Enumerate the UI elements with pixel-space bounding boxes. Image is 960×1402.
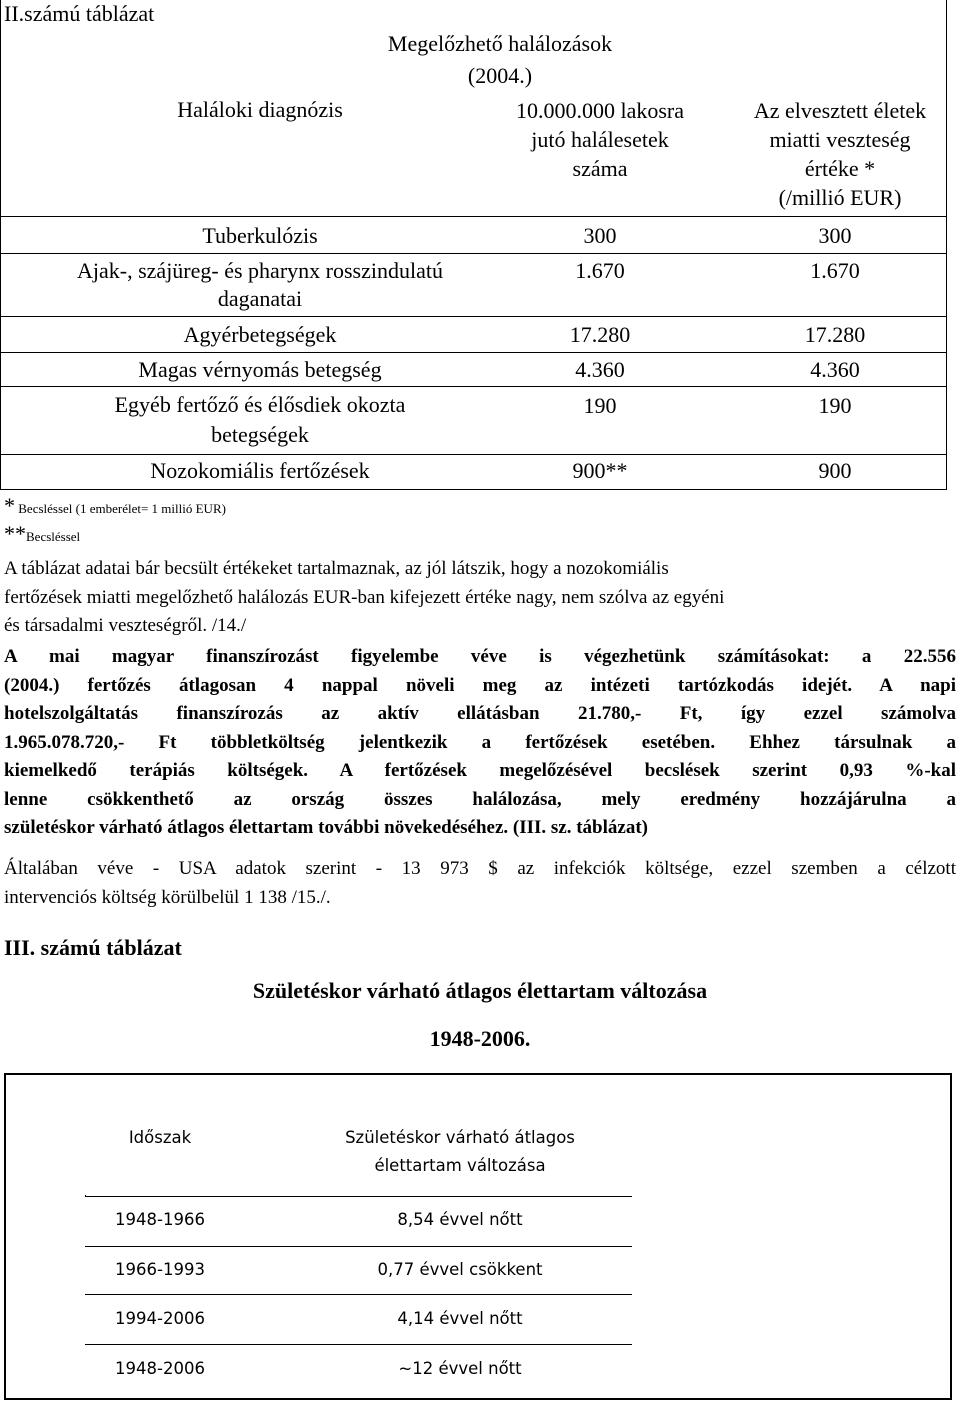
header-change-line: élettartam változása — [374, 1156, 546, 1175]
table2-rule — [0, 386, 947, 387]
table2-row-loss: 300 — [818, 223, 852, 248]
table2-row-count: 190 — [583, 393, 617, 418]
table3-rule — [85, 1344, 632, 1345]
table2-row-count: 300 — [583, 223, 617, 248]
table3-border — [4, 1073, 952, 1075]
header-count-line: 10.000.000 lakosra — [515, 98, 685, 123]
table3-cell-change: ~12 évvel nőtt — [398, 1359, 522, 1378]
table2-row-label: Ajak-, szájüreg- és pharynx rosszindulatú — [77, 258, 443, 283]
table3-cell-period: 1966-1993 — [115, 1260, 205, 1279]
paragraph-line: (2004.) fertőzés átlagosan 4 nappal növeli meg az intézeti tartózkodás idejét. A napi — [4, 674, 956, 696]
paragraph-line: és társadalmi veszteségről. /14./ — [4, 615, 247, 636]
table2-row-count: 4.360 — [575, 357, 625, 382]
table2-footnote-1 — [4, 493, 226, 518]
table3-header-change — [290, 1124, 630, 1180]
table2-header-diagnosis: Haláloki diagnózis — [177, 97, 343, 122]
table3-title: Születéskor várható átlagos élettartam változása — [252, 978, 708, 1003]
table2-row-label: Egyéb fertőző és élősdiek okozta — [114, 392, 406, 417]
table2-row-count: 17.280 — [569, 322, 631, 347]
table2-row-label: Magas vérnyomás betegség — [138, 357, 382, 382]
table2-year: (2004.) — [467, 63, 533, 88]
table2-row-loss: 900 — [818, 458, 852, 483]
header-loss-line: értéke * — [804, 156, 876, 181]
table3-border — [4, 1073, 6, 1400]
header-loss-line: Az elvesztett életek — [753, 98, 927, 123]
paragraph-line: kiemelkedő terápiás költségek. A fertőzések megelőzésével becslések szerint 0,93 %-kal — [4, 760, 956, 781]
header-count-line: jutó halálesetek — [531, 127, 669, 152]
table2-row-loss: 1.670 — [810, 258, 860, 283]
table3-years: 1948-2006. — [429, 1026, 531, 1051]
table2-row-label-cont: betegségek — [211, 422, 309, 447]
table2-row-loss: 17.280 — [804, 322, 866, 347]
header-loss-line: miatti veszteség — [769, 127, 911, 152]
table2-row-label-cont: daganatai — [217, 286, 303, 311]
table2-rule — [0, 216, 947, 217]
paragraph-line: fertőzések miatti megelőzhető halálozás EUR-ban kifejezett értéke nagy, nem szólva az egyéni — [4, 586, 725, 608]
table2-header-loss-value — [720, 96, 960, 212]
table2-row-count: 1.670 — [575, 258, 625, 283]
paragraph-3 — [4, 855, 956, 912]
header-count-line: száma — [572, 156, 628, 181]
table2-title: Megelőzhető halálozások — [387, 31, 613, 56]
table2-rule — [0, 489, 947, 490]
paragraph-line: Általában véve - USA adatok szerint - 13 973 $ az infekciók költsége, ezzel szemben a célzott — [4, 858, 956, 879]
table2-row-count: 900** — [572, 458, 628, 483]
table3-cell-period: 1948-2006 — [115, 1359, 205, 1378]
paragraph-line: A táblázat adatai bár becsült értékeket tartalmaznak, az jól látszik, hogy a nozokomiális — [4, 558, 669, 579]
table2-border — [0, 0, 1, 489]
table3-cell-change: 8,54 évvel nőtt — [397, 1210, 523, 1229]
footnote-mark: * — [4, 493, 15, 518]
paragraph-2 — [4, 643, 956, 843]
paragraph-line: 1.965.078.720,- Ft többletköltség jelentkezik a fertőzések esetében. Ehhez társulnak a — [4, 731, 956, 753]
table3-label: III. számú táblázat — [4, 935, 182, 960]
table2-rule — [0, 454, 947, 455]
table2-row-label: Agyérbetegségek — [183, 322, 337, 347]
footnote-mark: ** — [4, 521, 26, 546]
paragraph-1 — [4, 555, 956, 641]
table3-cell-change: 0,77 évvel csökkent — [377, 1260, 543, 1279]
table3-cell-period: 1948-1966 — [115, 1210, 205, 1229]
header-loss-line: (/millió EUR) — [778, 185, 902, 210]
table3-rule — [85, 1294, 632, 1295]
table2-row-loss: 190 — [818, 393, 852, 418]
paragraph-line: intervenciós költség körülbelül 1 138 /15./. — [4, 886, 331, 908]
table3-border — [950, 1073, 952, 1400]
table2-rule — [0, 316, 947, 317]
paragraph-line: lenne csökkenthető az ország összes halálozása, mely eredmény hozzájárulna a — [4, 788, 956, 810]
table2-row-label: Nozokomiális fertőzések — [150, 458, 370, 483]
table3-rule — [85, 1196, 632, 1197]
page-title: II.számú táblázat — [4, 1, 155, 26]
table2-header-death-count — [480, 96, 720, 183]
table3-border — [4, 1398, 952, 1400]
table2-footnote-2 — [4, 521, 81, 546]
table2-row-loss: 4.360 — [810, 357, 860, 382]
paragraph-line: A mai magyar finanszírozást figyelembe véve is végezhetünk számításokat: a 22.556 — [4, 646, 956, 667]
table2-rule — [0, 352, 947, 353]
header-change-line: Születéskor várható átlagos — [345, 1128, 575, 1147]
table2-rule — [0, 253, 947, 254]
footnote-text: Becsléssel (1 emberélet= 1 millió EUR) — [15, 501, 226, 516]
table2-row-label: Tuberkulózis — [202, 223, 318, 248]
paragraph-line: születéskor várható átlagos élettartam további növekedéséhez. (III. sz. táblázat) — [4, 817, 648, 838]
footnote-text: Becsléssel — [26, 529, 81, 544]
table3-cell-period: 1994-2006 — [115, 1309, 205, 1328]
table3-header-period: Időszak — [128, 1128, 192, 1147]
table3-cell-change: 4,14 évvel nőtt — [397, 1309, 523, 1328]
table3-rule — [85, 1246, 632, 1247]
paragraph-line: hotelszolgáltatás finanszírozás az aktív ellátásban 21.780,- Ft, így ezzel számolva — [4, 703, 956, 724]
